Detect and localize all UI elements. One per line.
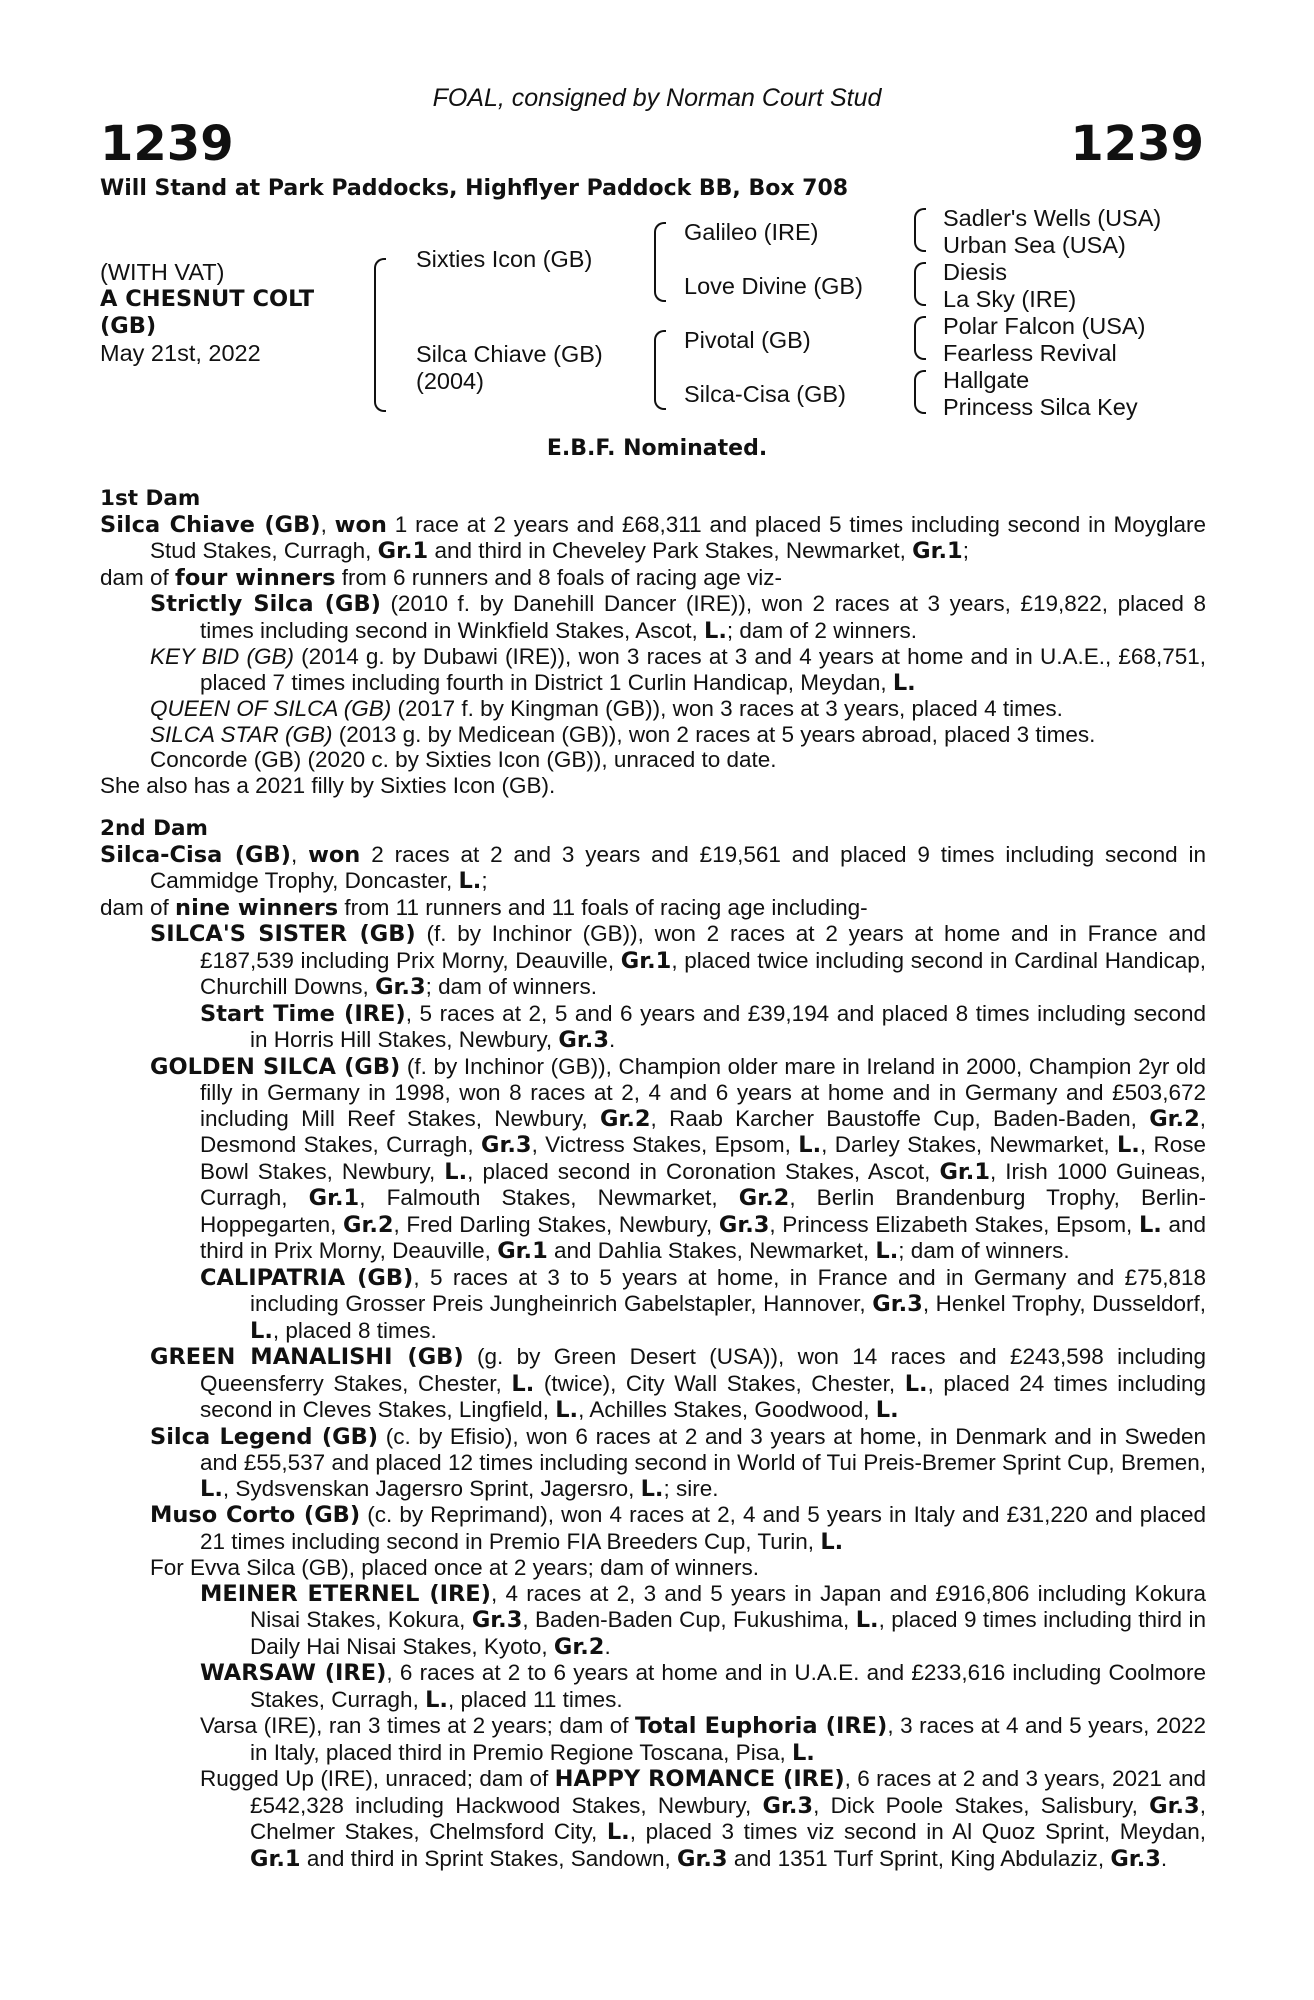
sire: Sixties Icon (GB) [416,246,593,272]
produce-meiner-eternel: MEINER ETERNEL (IRE), 4 races at 2, 3 and 5 years in Japan and £916,806 including Kokura Nisai Stakes, Kokura, Gr.3, Baden-Baden Cup, Fukushima, L., placed 9 times including third in Daily Hai Nisai Stakes, Kyoto, Gr.2. [200,1580,1206,1660]
ancestor-8: Princess Silca Key [943,394,1138,420]
pedigree-brace-g2 [914,262,926,306]
produce-rugged-up: Rugged Up (IRE), unraced; dam of HAPPY ROMANCE (IRE), 6 races at 2 and 3 years, 2021 and £542,328 including Hackwood Stakes, Newbury, Gr.3, Dick Poole Stakes, Salisbury, Gr.3, Chelmer Stakes, Chelmsford City, L., placed 3 times viz second in Al Quoz Sprint, Meydan, Gr.1 and third in Sprint Stakes, Sandown, Gr.3 and 1351 Turf Sprint, King Abdulaziz, Gr.3. [200,1766,1206,1872]
second-dam-section [100,816,1206,1872]
dam: Silca Chiave (GB) [416,341,603,367]
vat-label: (WITH VAT) [100,259,225,285]
first-dam-header: 1st Dam [100,486,201,511]
produce-muso-corto: Muso Corto (GB) (c. by Reprimand), won 4 races at 2, 4 and 5 years in Italy and £31,220 and placed 21 times including second in Premio FIA Breeders Cup, Turin, L. [150,1502,1206,1555]
first-dam-additional: She also has a 2021 filly by Sixties Icon (GB). [100,772,556,798]
pedigree-brace-main [374,258,386,412]
produce-key-bid: KEY BID (GB) (2014 g. by Dubawi (IRE)), won 3 races at 3 and 4 years at home and in U.A.E., £68,751, placed 7 times including fourth in District 1 Curlin Handicap, Meydan, L. [150,644,1207,696]
produce-evva-silca: For Evva Silca (GB), placed once at 2 years; dam of winners. [150,1555,760,1580]
ancestor-7: Hallgate [943,367,1030,393]
ancestor-6: Fearless Revival [943,340,1117,366]
foaling-date: May 21st, 2022 [100,340,261,366]
pedigree-brace-g4 [914,370,926,414]
produce-calipatria: CALIPATRIA (GB), 5 races at 3 to 5 years at home, in France and in Germany and £75,818 including Grosser Preis Jungheinrich Gabelstapler, Hannover, Gr.3, Henkel Trophy, Dusseldorf, L., placed 8 times. [200,1264,1206,1344]
ancestor-5: Polar Falcon (USA) [943,313,1146,339]
dam-year: (2004) [416,368,484,394]
produce-silca-star: SILCA STAR (GB) (2013 g. by Medicean (GB)), won 2 races at 5 years abroad, placed 3 times. [150,721,1096,747]
lot-number-right: 1239 [1070,116,1204,172]
second-dam-record: Silca-Cisa (GB), won 2 races at 2 and 3 years and £19,561 and placed 9 times including second in Cammidge Trophy, Doncaster, L.; [100,841,1206,894]
ancestor-4: La Sky (IRE) [943,286,1077,312]
first-dam-record: Silca Chiave (GB), won 1 race at 2 years and £68,311 and placed 5 times including second in Moyglare Stud Stakes, Curragh, Gr.1 and third in Cheveley Park Stakes, Newmarket, Gr.1; [100,511,1206,564]
horse-origin: (GB) [100,313,157,339]
stand-location: Will Stand at Park Paddocks, Highflyer Paddock BB, Box 708 [100,176,849,201]
ancestor-3: Diesis [943,259,1007,285]
second-dam-produce-intro: dam of nine winners from 11 runners and 11 foals of racing age including- [100,894,868,921]
produce-golden-silca: GOLDEN SILCA (GB) (f. by Inchinor (GB)), Champion older mare in Ireland in 2000, Champion 2yr old filly in Germany in 1998, won 8 races at 2, 4 and 6 years at home and in Germany and £503,672 including Mill Reef Stakes, Newbury, Gr.2, Raab Karcher Baustoffe Cup, Baden-Baden, Gr.2, Desmond Stakes, Curragh, Gr.3, Victress Stakes, Epsom, L., Darley Stakes, Newmarket, L., Rose Bowl Stakes, Newbury, L., placed second in Coronation Stakes, Ascot, Gr.1, Irish 1000 Guineas, Curragh, Gr.1, Falmouth Stakes, Newmarket, Gr.2, Berlin Brandenburg Trophy, Berlin-Hoppegarten, Gr.2, Fred Darling Stakes, Newbury, Gr.3, Princess Elizabeth Stakes, Epsom, L. and third in Prix Morny, Deauville, Gr.1 and Dahlia Stakes, Newmarket, L.; dam of winners. [150,1053,1207,1264]
dam-dam: Silca-Cisa (GB) [684,381,846,407]
dam-sire: Pivotal (GB) [684,327,811,353]
lot-number-left: 1239 [100,116,234,172]
sire-sire: Galileo (IRE) [684,219,819,245]
ebf-nomination: E.B.F. Nominated. [546,436,768,461]
produce-silcas-sister: SILCA'S SISTER (GB) (f. by Inchinor (GB)), won 2 races at 2 years at home and in France and £187,539 including Prix Morny, Deauville, Gr.1, placed twice including second in Cardinal Handicap, Churchill Downs, Gr.3; dam of winners. [150,921,1207,1000]
ancestor-2: Urban Sea (USA) [943,232,1126,258]
second-dam-header: 2nd Dam [100,816,208,841]
sire-dam: Love Divine (GB) [684,273,863,299]
produce-strictly-silca: Strictly Silca (GB) (2010 f. by Danehill Dancer (IRE)), won 2 races at 3 years, £19,822, placed 8 times including second in Winkfield Stakes, Ascot, L.; dam of 2 winners. [150,591,1206,644]
produce-warsaw: WARSAW (IRE), 6 races at 2 to 6 years at home and in U.A.E. and £233,616 including Coolmore Stakes, Curragh, L., placed 11 times. [200,1660,1206,1713]
pedigree-brace-g3 [914,316,926,360]
produce-silca-legend: Silca Legend (GB) (c. by Efisio), won 6 races at 2 and 3 years at home, in Denmark and in Sweden and £55,537 and placed 12 times including second in World of Tui Preis-Bremer Sprint Cup, Bremen, L., Sydsvenskan Jagersro Sprint, Jagersro, L.; sire. [150,1423,1206,1502]
produce-start-time: Start Time (IRE), 5 races at 2, 5 and 6 years and £39,194 and placed 8 times including second in Horris Hill Stakes, Newbury, Gr.3. [200,1000,1207,1053]
first-dam-produce-intro: dam of four winners from 6 runners and 8 foals of racing age viz- [100,564,783,591]
horse-name: A CHESNUT COLT [100,286,315,312]
produce-concorde: Concorde (GB) (2020 c. by Sixties Icon (GB)), unraced to date. [150,747,777,772]
consignment-line: FOAL, consigned by Norman Court Stud [432,84,882,112]
pedigree-brace-sire [654,222,666,302]
produce-varsa: Varsa (IRE), ran 3 times at 2 years; dam of Total Euphoria (IRE), 3 races at 4 and 5 years, 2022 in Italy, placed third in Premio Regione Toscana, Pisa, L. [200,1713,1207,1766]
ancestor-1: Sadler's Wells (USA) [943,205,1162,231]
first-dam-section [100,486,1206,798]
produce-green-manalishi: GREEN MANALISHI (GB) (g. by Green Desert (USA)), won 14 races and £243,598 including Queensferry Stakes, Chester, L. (twice), City Wall Stakes, Chester, L., placed 24 times including second in Cleves Stakes, Lingfield, L., Achilles Stakes, Goodwood, L. [150,1344,1207,1423]
produce-queen-of-silca: QUEEN OF SILCA (GB) (2017 f. by Kingman (GB)), won 3 races at 3 years, placed 4 times. [150,696,1063,721]
pedigree-brace-g1 [914,208,926,252]
pedigree-brace-dam [654,330,666,410]
